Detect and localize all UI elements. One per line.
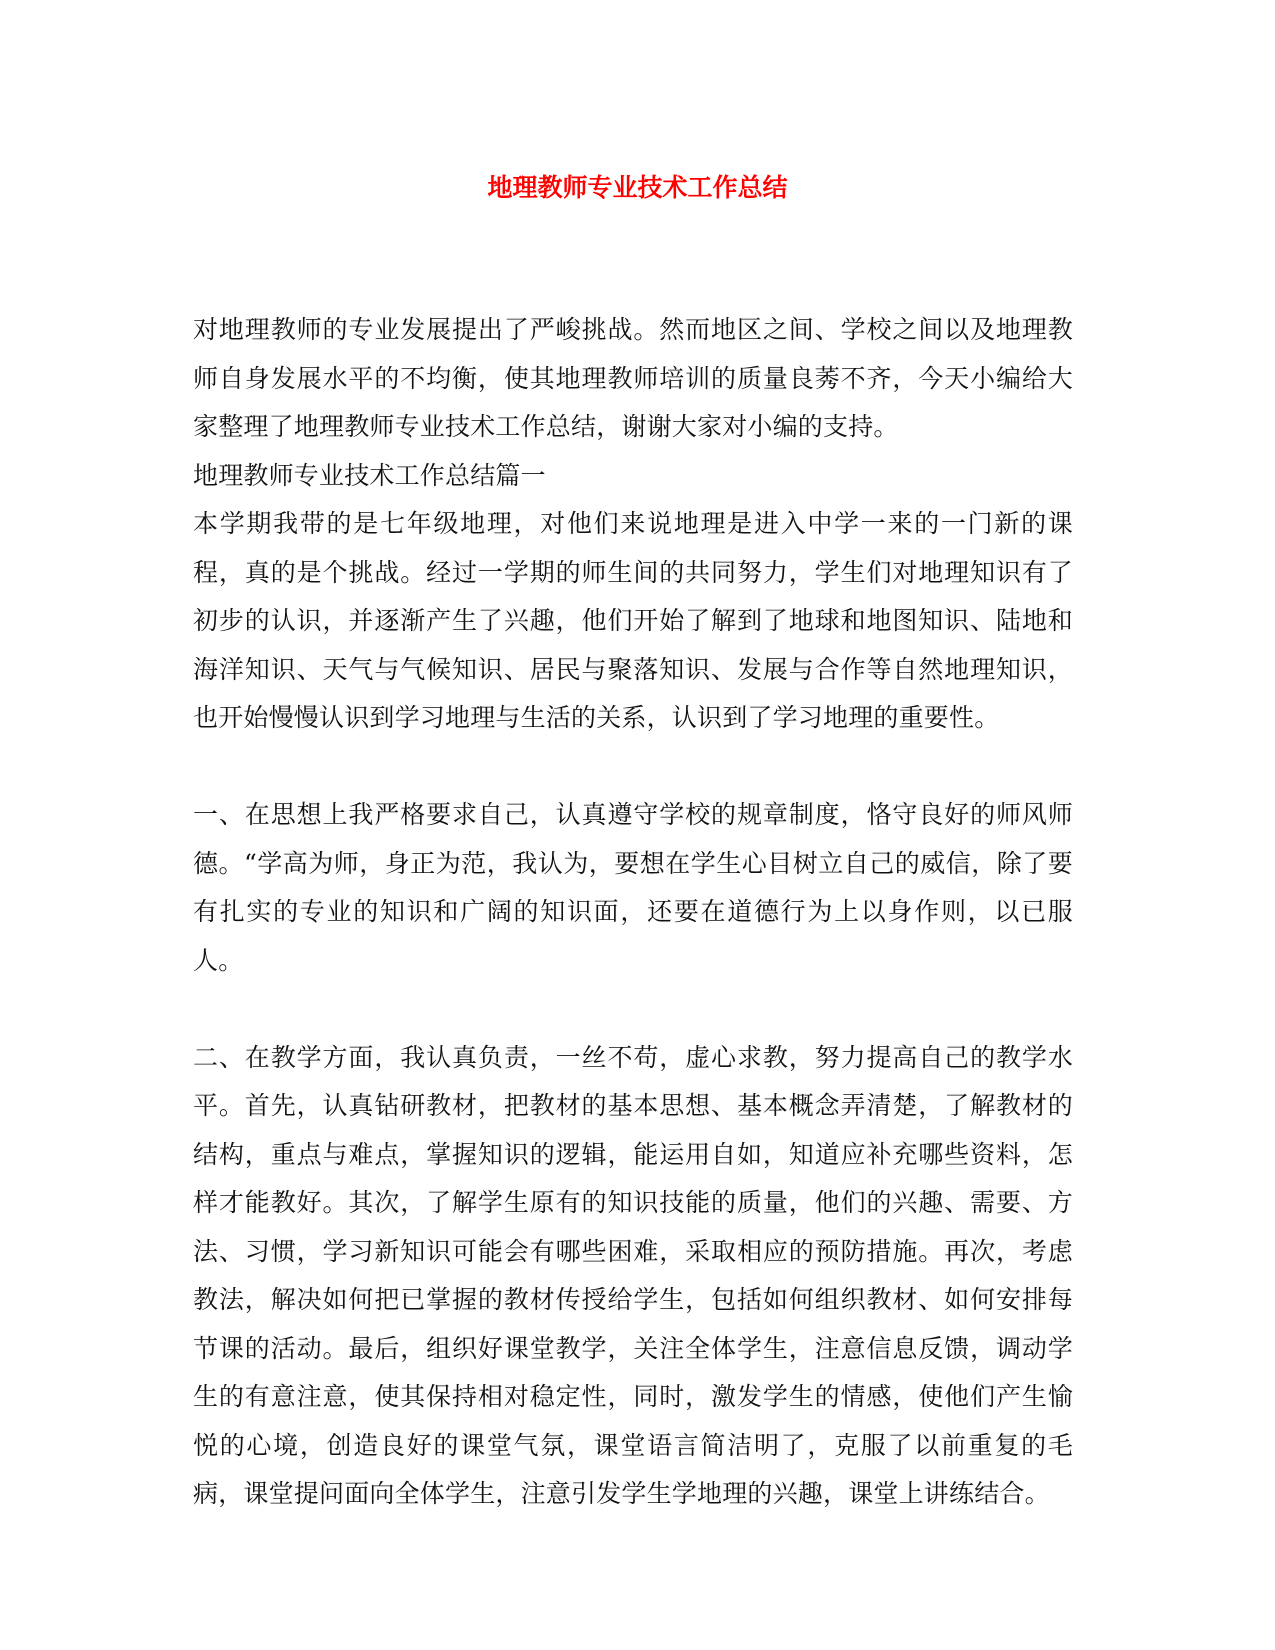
section-heading: 地理教师专业技术工作总结篇一 — [193, 460, 546, 490]
paragraph-1: 本学期我带的是七年级地理，对他们来说地理是进入中学一来的一门新的课程，真的是个挑战。经过一学期的师生间的共同努力，学生们对地理知识有了初步的认识，并逐渐产生了兴趣，他们开始了解到了地球和地图知识、陆地和海洋知识、天气与气候知识、居民与聚落知识、发展与合作等自然地理知识，也开始慢慢认识到学习地理与生活的关系，认识到了学习地理的重要性。 — [193, 509, 1073, 732]
document-title: 地理教师专业技术工作总结 — [487, 173, 788, 202]
paragraph-spacer — [193, 985, 1073, 1034]
document-body — [193, 306, 1073, 1519]
intro-paragraph: 对地理教师的专业发展提出了严峻挑战。然而地区之间、学校之间以及地理教师自身发展水平的不均衡，使其地理教师培训的质量良莠不齐，今天小编给大家整理了地理教师专业技术工作总结，谢谢大家对小编的支持。 — [193, 315, 1073, 441]
paragraph-3: 二、在教学方面，我认真负责，一丝不苟，虚心求教，努力提高自己的教学水平。首先，认真钻研教材，把教材的基本思想、基本概念弄清楚，了解教材的结构，重点与难点，掌握知识的逻辑，能运用自如，知道应补充哪些资料，怎样才能教好。其次，了解学生原有的知识技能的质量，他们的兴趣、需要、方法、习惯，学习新知识可能会有哪些困难，采取相应的预防措施。再次，考虑教法，解决如何把已掌握的教材传授给学生，包括如何组织教材、如何安排每节课的活动。最后，组织好课堂教学，关注全体学生，注意信息反馈，调动学生的有意注意，使其保持相对稳定性，同时，激发学生的情感，使他们产生愉悦的心境，创造良好的课堂气氛，课堂语言简洁明了，克服了以前重复的毛病，课堂提问面向全体学生，注意引发学生学地理的兴趣，课堂上讲练结合。 — [193, 1042, 1073, 1508]
paragraph-spacer — [193, 743, 1073, 792]
paragraph-2: 一、在思想上我严格要求自己，认真遵守学校的规章制度，恪守良好的师风师德。“学高为师，身正为范，我认为，要想在学生心目树立自己的威信，除了要有扎实的专业的知识和广阔的知识面，还要在道德行为上以身作则，以已服人。 — [193, 800, 1073, 975]
